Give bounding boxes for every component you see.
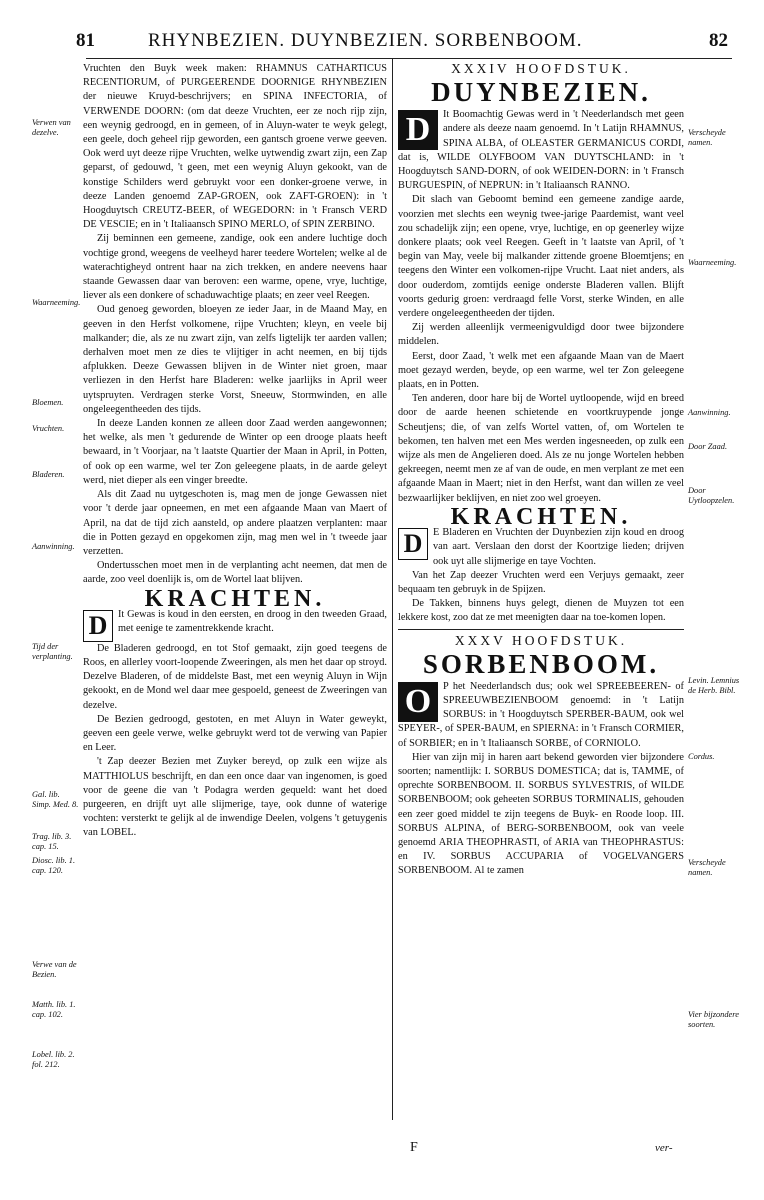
margin-note: Cordus.	[688, 752, 715, 761]
catchword: ver-	[655, 1142, 673, 1154]
section-heading: KRACHTEN.	[144, 585, 326, 612]
paragraph: De Takken, binnens huys gelegt, dienen de Muyzen tot een lekkere kost, zoo dat ze met meenigten daar na toe-komen lopen.	[398, 598, 684, 624]
paragraph: P het Neederlandsch dus; ook wel SPREEBEEREN- of SPREEUWBEZIENBOOM genoemd: in 't Latijn SORBUS: in 't Hoogduytsch SPERBER-BAUM, ook wel SPEYER-, of SPER-BAUM, en SPIERNA: in 't Fransch CORMIER, of SORBIER; en in 't Italiaansch SORBE, of CORNIOLO.	[398, 680, 684, 749]
paragraph: Ondertusschen moet men in de verplanting acht neemen, dat men de aarde, zoo veel doenlijk is, om de Wortel laat blijven.	[83, 560, 387, 586]
margin-note: Door Uytloopzelen.	[688, 486, 735, 505]
paragraph: Dit slach van Geboomt bemind een gemeene zandige aarde, voorzien met slechts een weynig twee-jarige Paardemist, want veel zou schadelijk zijn; een opene, vrye, luchtige, en op geenerley wijze donkere plaats; ook veel Reegen. Geeft in 't laatste van April, of 't begin van May, veele bij malkander zittende groene Bloemtjens; en teegens den Winter een volkomen-rijpe Vrucht. Laat niet anders, als door ouderdom, zomtijds eenige onderste Bladeren vallen. Blijft voorts gedurig groen: verdraagd felle Vorst, sterke Winden, en alle verdere ongeleegentheeden der tijden.	[398, 194, 684, 320]
running-header	[40, 28, 730, 58]
chapter-title: DUYNBEZIEN.	[431, 77, 651, 108]
section-rule	[398, 629, 684, 630]
margin-note: Bloemen.	[32, 398, 64, 407]
chapter-title: SORBENBOOM.	[422, 648, 660, 679]
paragraph: De Bezien gedroogd, gestoten, en met Aluyn in Water geweykt, geeven een geele verwe, welke gebruykt werd tot de verwing van Papier en Leer.	[83, 713, 387, 754]
paragraph: 't Zap deezer Bezien met Zuyker bereyd, op zulk een wijze als MATTHIOLUS beschrijft, en dan een once daar van ingenomen, is goed voor de geene die van 't Podagra werden gequeld: want het doed purgeeren, en drijft uyt alle slijmerige, taye, ook dunne of waterige vochten: versterkt te gelijk al de inwendige Deelen, volgens 't getuygenis van LOBEL.	[83, 756, 387, 839]
margin-note: Lobel. lib. 2. fol. 212.	[32, 1050, 75, 1069]
paragraph: In deeze Landen konnen ze alleen door Zaad werden aangewonnen; het welke, als men 't gedurende de Winter op een drooge plaats heeft bewaard, in 't Voorjaar, na 't laatste Quartier der Maan in April, in Potten, of ook op een warme, wel ter Zon geleegene plaats, in de aarde geleyt werd, niet dieper als een vinger breedte.	[83, 418, 387, 486]
column-divider	[392, 58, 393, 1120]
drop-cap: O	[398, 682, 438, 722]
chapter-number: XXXV HOOFDSTUK.	[454, 632, 628, 648]
paragraph: It Boomachtig Gewas werd in 't Neederlandsch met geen andere als deeze naam genoemd. In 't Latijn RHAMNUS, SPINA ALBA, of OLEASTER GERMANICUS CORDI, dat is, WILDE OLYFBOOM VAN DUYTSCHLAND: in 't Hoogduytsch SAND-DORN, of ook WEIDEN-DORN: in 't Fransch BURGUESPIN, of NEPRUN: in 't Italiaansch RANNO.	[398, 109, 684, 192]
margin-note: Gal. lib. Simp. Med. 8.	[32, 790, 79, 809]
margin-note: Waarneeming.	[688, 258, 737, 267]
margin-note: Bladeren.	[32, 470, 65, 479]
paragraph: E Bladeren en Vruchten der Duynbezien zijn koud en droog van aart. Verslaan den dorst der Koortzige lieden; drijven ook uyt alle slijmerige en taye Vochten.	[433, 527, 684, 567]
margin-note: Vruchten.	[32, 424, 65, 433]
margin-note: Waarneeming.	[32, 298, 81, 307]
margin-note: Verwen van dezelve.	[32, 118, 71, 137]
margin-note: Door Zaad.	[688, 442, 728, 451]
paragraph: Van het Zap deezer Vruchten werd een Verjuys gemaakt, zeer bequaam ten gebruyk in de Spijzen.	[398, 569, 684, 595]
margin-note: Verwe van de Bezien.	[32, 960, 77, 979]
margin-note: Matth. lib. 1. cap. 102.	[32, 1000, 76, 1019]
signature-mark: F	[410, 1140, 418, 1155]
paragraph: Eerst, door Zaad, 't welk met een afgaande Maan van de Maert moet gezayd werden, beyde, op een warme, wel ter Zon geleegene plaats, en in Potten.	[398, 350, 684, 391]
margin-note: Vier bijzondere soorten.	[688, 1010, 739, 1029]
chapter-number: XXXIV HOOFDSTUK.	[451, 61, 631, 76]
margin-note: Aanwinning.	[32, 542, 75, 551]
paragraph: De Bladeren gedroogd, en tot Stof gemaakt, zijn goed teegens de Roos, en allerley voort-loopende Zweeringen, als men het daar op stroyd. Dezelve Bladeren, of de middelste Bast, met een weynig Aluyn in Wijn gekookt, en de Mond wel daar mee gespoeld, geneest de Zweeringen van dezelve.	[83, 642, 387, 711]
right-column	[398, 62, 684, 879]
page-number-left: 81	[76, 30, 95, 51]
margin-note: Diosc. lib. 1. cap. 120.	[32, 856, 76, 875]
page-number-right: 82	[709, 30, 728, 51]
section-heading: KRACHTEN.	[450, 503, 632, 530]
left-column	[83, 62, 387, 841]
drop-cap: D	[398, 528, 428, 560]
drop-cap: D	[83, 610, 113, 642]
running-title: RHYNBEZIEN. DUYNBEZIEN. SORBENBOOM.	[148, 30, 583, 51]
paragraph: Ten anderen, door hare bij de Wortel uytloopende, wijd en breed door de aarde heenen schietende en voortkruypende jonge Scheutjens; die, of van zelfs Wortel vatten, of, om Wortelen te bekomen, ten halven met een Mes werden ingesneeden, op zulk een wijze als men de Angelieren doed. Als ze nu jonge Wortelen hebben gekreegen, neemt men ze af van de oude, en men verplant ze met een afgaande Maan in Maert; niet in den Herfst, want dan willen ze veel bezwaarlijker beklijven, en niet zoo wel groeyen.	[398, 393, 684, 504]
drop-cap: D	[398, 110, 438, 150]
margin-note: Levin. Lemnius de Herb. Bibl.	[688, 676, 740, 695]
margin-note: Trag. lib. 3. cap. 15.	[32, 832, 72, 851]
margin-note: Verscheyde namen.	[688, 858, 726, 877]
margin-note: Tijd der verplanting.	[32, 642, 73, 661]
paragraph: Vruchten den Buyk week maken: RHAMNUS CATHARTICUS RECENTIORUM, of PURGEERENDE DOORNIGE RHYNBEZIEN der nieuwe Kruyd-beschrijvers; en SPINA INFECTORIA, of VERWENDE DOORN: (om dat deeze Vruchten, eer ze noch rijp zijn, een weynig gedroogd, en in gemeen, of in Aluyn-water te weyk gelegt, een geele, doch geheel rijp geworden, een gantsch groene verwe geeven. Ook werd uyt deeze rijpe Vruchten, welke uytwendig zwart zijn, een Zap geparst, of gedouwd, 't geen, met een weynig Aluyn gekookt, van de konstige Schilders werd gebruykt voor een donker-groene verwe, in deeze Landen genoemd ZAP-GROEN, ook ZAFT-GROEN): in 't Hoogduytsch CREUTZ-BEER, of WEGEDORN: in 't Fransch VERD DE VESCIE; en in 't Italiaansch SPINO MERLO, of SPIN ZERBINO.	[83, 63, 387, 231]
paragraph: Zij werden alleenlijk vermeenigvuldigd door twee bijzondere middelen.	[398, 322, 684, 348]
header-rule	[86, 58, 732, 59]
paragraph: Als dit Zaad nu uytgeschoten is, mag men de jonge Gewassen niet voor 't derde jaar opneemen, en met een afgaande Maan van Maert of April, na dat de tijd zich aansteld, op andere plaatzen verplanten: maar die in Potten gezayd en opgekomen zijn, mag men wel in 't tweede jaar verzetten.	[83, 489, 387, 557]
paragraph: It Gewas is koud in den eersten, en droog in den tweeden Graad, met eenige te zamentrekkende kracht.	[118, 608, 387, 634]
margin-note: Verscheyde namen.	[688, 128, 726, 147]
paragraph: Zij beminnen een gemeene, zandige, ook een andere luchtige doch vochtige grond, weegens de veelheyd harer teedere Wortelen; welke al de waterachtigheyd ontrent haar na zich trekken, en andere neevens haar staande Gewassen daar van beroven: een warme, opene, vrye, luchtige, liever als een donkere of schaduwachtige plaats; en zeer veel Reegen.	[83, 233, 387, 302]
paragraph: Oud genoeg geworden, bloeyen ze ieder Jaar, in de Maand May, en geeven in den Herfst volkomene, rijpe Vruchten; kleyn, en veele bij malkander; die, als ze nu zwart zijn, van zelfs ligtelijk ter aarden vallen; derhalven moet men ze dies te vlijtiger in acht neemen, en bij tijds afplukken. Deeze Gewassen blijven in de Winter niet groen, maar verliezen in den Herfst hare Bladeren: welke jaarlijks in April weer uytspruyten. Verdragen sterke Vorst, Sneeuw, Stormwinden, en alle ongeleegentheeden des tijds.	[83, 304, 387, 415]
margin-note: Aanwinning.	[688, 408, 731, 417]
paragraph: Hier van zijn mij in haren aart bekend geworden vier bijzondere soorten; namentlijk: I. SORBUS DOMESTICA; dat is, TAMME, of oprechte SORBENBOOM. II. SORBUS SYLVESTRIS, of WILDE SORBENBOOM; ook geheeten SORBUS TORMINALIS, gehouden een zeer goed middel te zijn teegens de Buyk- en Roode loop. III. SORBUS ALPINA, of BERG-SORBENBOOM, ook van veele genoemd ARIA THEOPHRASTI, of ARIA van THEOPHRASTUS: en IV. SORBUS ACCUPARIA of VOGELVANGERS SORBENBOOM. Al te zamen	[398, 751, 684, 877]
